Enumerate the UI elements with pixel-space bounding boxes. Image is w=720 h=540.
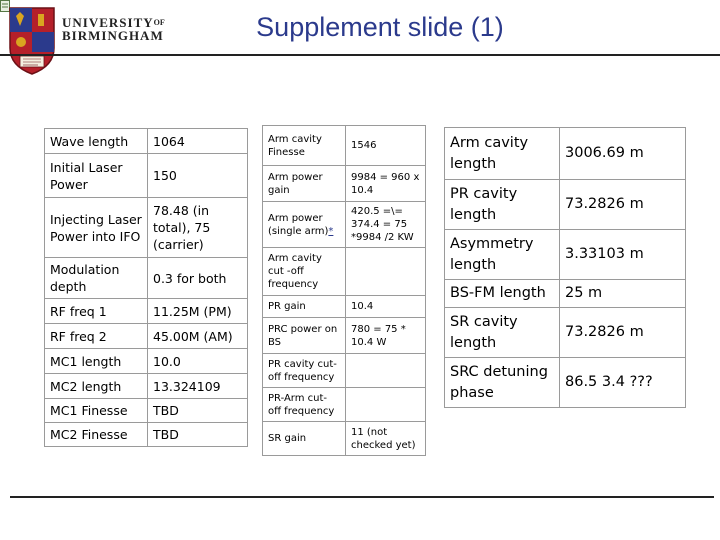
param-cell: PR gain (263, 296, 346, 318)
value-cell: TBD (148, 423, 248, 447)
value-cell: 73.2826 m (560, 180, 686, 230)
value-cell: 1064 (148, 129, 248, 154)
table-row (263, 422, 426, 456)
param-cell: Modulation depth (45, 258, 148, 299)
table-row (263, 318, 426, 354)
table-row (445, 128, 686, 180)
table-row (45, 129, 248, 154)
table-row (445, 280, 686, 308)
slide-title: Supplement slide (1) (256, 12, 504, 42)
param-cell: Arm cavity cut -off frequency (263, 248, 346, 296)
table-row (445, 308, 686, 358)
value-cell: 13.324109 (148, 374, 248, 399)
parameters-table-middle (262, 125, 426, 456)
param-text: Arm power (single arm) (268, 212, 329, 237)
value-cell: 25 m (560, 280, 686, 308)
param-cell: Arm cavity length (445, 128, 560, 180)
header-divider (0, 54, 720, 56)
footer-divider (10, 496, 714, 498)
university-crest-icon (8, 6, 56, 76)
table-row (45, 349, 248, 374)
param-cell: Asymmetry length (445, 230, 560, 280)
param-cell: SRC detuning phase (445, 358, 560, 408)
value-cell: 1546 (346, 126, 426, 166)
university-line1: UNIVERSITY (62, 15, 154, 30)
table-row (445, 230, 686, 280)
param-cell: PRC power on BS (263, 318, 346, 354)
table-row (445, 180, 686, 230)
parameters-table-left (44, 128, 248, 447)
value-cell (346, 354, 426, 388)
value-cell: 86.5 3.4 ??? (560, 358, 686, 408)
param-cell: PR cavity length (445, 180, 560, 230)
param-cell: PR cavity cut-off frequency (263, 354, 346, 388)
value-cell: 78.48 (in total), 75 (carrier) (148, 198, 248, 258)
table-row (263, 166, 426, 202)
value-cell: 10.4 (346, 296, 426, 318)
value-cell: 780 = 75 * 10.4 W (346, 318, 426, 354)
value-cell: 150 (148, 154, 248, 198)
param-cell: MC2 length (45, 374, 148, 399)
param-cell: BS-FM length (445, 280, 560, 308)
university-wordmark (62, 16, 165, 42)
table-row (45, 374, 248, 399)
param-cell: MC1 Finesse (45, 399, 148, 423)
table-row (45, 154, 248, 198)
table-row (45, 198, 248, 258)
param-cell (263, 202, 346, 248)
value-cell: 9984 = 960 x 10.4 (346, 166, 426, 202)
table-row (263, 248, 426, 296)
table-row (45, 299, 248, 324)
value-cell: 10.0 (148, 349, 248, 374)
table-row (45, 423, 248, 447)
value-cell (346, 248, 426, 296)
param-cell: SR cavity length (445, 308, 560, 358)
param-cell: Initial Laser Power (45, 154, 148, 198)
table-row (45, 399, 248, 423)
table-row (263, 388, 426, 422)
table-row (263, 354, 426, 388)
param-cell: PR-Arm cut-off frequency (263, 388, 346, 422)
value-cell: TBD (148, 399, 248, 423)
param-cell: RF freq 2 (45, 324, 148, 349)
param-cell: Arm power gain (263, 166, 346, 202)
param-cell: RF freq 1 (45, 299, 148, 324)
param-cell: Injecting Laser Power into IFO (45, 198, 148, 258)
value-cell: 11.25M (PM) (148, 299, 248, 324)
table-row (45, 324, 248, 349)
param-cell: SR gain (263, 422, 346, 456)
table-row (263, 296, 426, 318)
university-of: OF (153, 18, 165, 27)
parameters-table-right (444, 127, 686, 408)
university-line2: BIRMINGHAM (62, 28, 164, 43)
value-cell: 73.2826 m (560, 308, 686, 358)
value-cell: 0.3 for both (148, 258, 248, 299)
footnote-mark: * (328, 225, 334, 237)
value-cell: 3.33103 m (560, 230, 686, 280)
value-cell: 420.5 =\= 374.4 = 75 *9984 /2 KW (346, 202, 426, 248)
table-row (263, 202, 426, 248)
table-row (445, 358, 686, 408)
value-cell: 45.00M (AM) (148, 324, 248, 349)
table-row (45, 258, 248, 299)
value-cell: 3006.69 m (560, 128, 686, 180)
value-cell (346, 388, 426, 422)
param-cell: MC1 length (45, 349, 148, 374)
param-cell: Arm cavity Finesse (263, 126, 346, 166)
table-row (263, 126, 426, 166)
param-cell: Wave length (45, 129, 148, 154)
value-cell: 11 (not checked yet) (346, 422, 426, 456)
param-cell: MC2 Finesse (45, 423, 148, 447)
